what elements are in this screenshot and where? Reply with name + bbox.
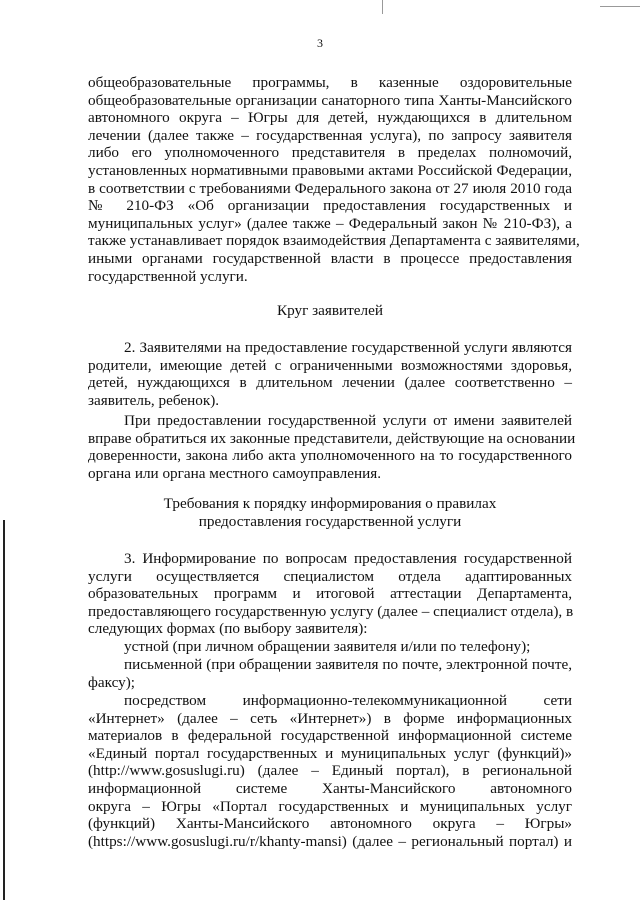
text-line: образовательных программ и итоговой аттестации Департамента, (88, 585, 572, 603)
text-line: общеобразовательные программы, в казенные оздоровительные (88, 74, 572, 91)
text-line: вправе обратиться их законные представители, действующие на основании (88, 429, 576, 447)
section-heading-applicants: Круг заявителей (277, 302, 383, 319)
text-line: в соответствии с требованиями Федерального закона от 27 июля 2010 года (88, 179, 572, 197)
section-heading-informing (88, 495, 572, 530)
scan-artifact (382, 0, 383, 14)
text-line: общеобразовательные организации санаторного типа Ханты-Мансийского (88, 91, 572, 109)
text-line: материалов в федеральной государственной информационной системе (88, 727, 572, 745)
paragraph-representatives (88, 412, 576, 482)
text-line: органа или органа местного самоуправления. (88, 464, 382, 482)
heading-line: Требования к порядку информирования о правилах (163, 495, 497, 512)
text-line: (https://www.gosuslugi.ru/r/khanty-mansi) (далее – региональный портал) и (88, 832, 572, 850)
text-line: устной (при личном обращении заявителя и/или по телефону); (124, 638, 531, 655)
text-line: иными органами государственной власти в процессе предоставления (88, 249, 572, 267)
text-line: следующих формах (по выбору заявителя): (88, 620, 368, 638)
text-line: предоставляющего государственную услугу (далее – специалист отдела), в (88, 602, 574, 620)
text-line: № 210-ФЗ «Об организации предоставления государственных и (88, 197, 572, 215)
text-line: факсу); (88, 673, 135, 691)
scan-artifact (600, 6, 640, 7)
text-line: установленных нормативными правовыми актами Российской Федерации, (88, 161, 572, 179)
list-item-internet (88, 692, 572, 850)
text-line: «Интернет» (далее – сеть «Интернет») в форме информационных (88, 709, 572, 727)
page-number: 3 (317, 36, 323, 50)
text-line: При предоставлении государственной услуги от имени заявителей (124, 412, 572, 429)
text-line: государственной услуги. (88, 267, 248, 285)
text-line: письменной (при обращении заявителя по почте, электронной почте, (124, 656, 572, 673)
text-line: детей, нуждающихся в длительном лечении (далее соответственно – (88, 374, 572, 392)
text-line: округа – Югры «Портал государственных и муниципальных услуг (88, 797, 572, 815)
paragraph-informing (88, 550, 572, 638)
text-line: (http://www.gosuslugi.ru) (далее – Единый портал), в региональной (88, 762, 572, 780)
text-line: (функций) Ханты-Мансийского автономного округа – Югры» (88, 815, 572, 833)
text-line: автономного округа – Югры для детей, нуждающихся в длительном (88, 109, 572, 127)
text-line: «Единый портал государственных и муниципальных услуг (функций)» (88, 744, 572, 762)
text-line: заявитель, ребенок). (88, 391, 220, 409)
heading-line: предоставления государственной услуги (198, 512, 462, 530)
scan-border-line (3, 520, 5, 900)
text-line: либо его уполномоченного представителя в пределах полномочий, (88, 144, 572, 162)
text-line: 3. Информирование по вопросам предоставления государственной (124, 550, 572, 567)
text-line: информационной системе Ханты-Мансийского автономного (88, 779, 572, 797)
text-line: муниципальных услуг» (далее также – Федеральный закон № 210-ФЗ), а (88, 214, 572, 232)
paragraph-continuation (88, 74, 580, 285)
text-line: 2. Заявителями на предоставление государственной услуги являются (124, 339, 572, 356)
text-line: доверенности, закона либо акта уполномоченного на то государственного (88, 447, 572, 465)
text-line: лечении (далее также – государственная услуга), по запросу заявителя (88, 126, 572, 144)
paragraph-applicants (88, 339, 572, 409)
text-line: посредством информационно-телекоммуникационной сети (124, 692, 572, 709)
list-item-oral (88, 638, 572, 656)
list-item-written (88, 656, 572, 691)
text-line: услуги осуществляется специалистом отдела адаптированных (88, 567, 572, 585)
text-line: родители, имеющие детей с ограниченными возможностями здоровья, (88, 356, 572, 374)
text-line: также устанавливает порядок взаимодействия Департамента с заявителями, (88, 232, 580, 250)
